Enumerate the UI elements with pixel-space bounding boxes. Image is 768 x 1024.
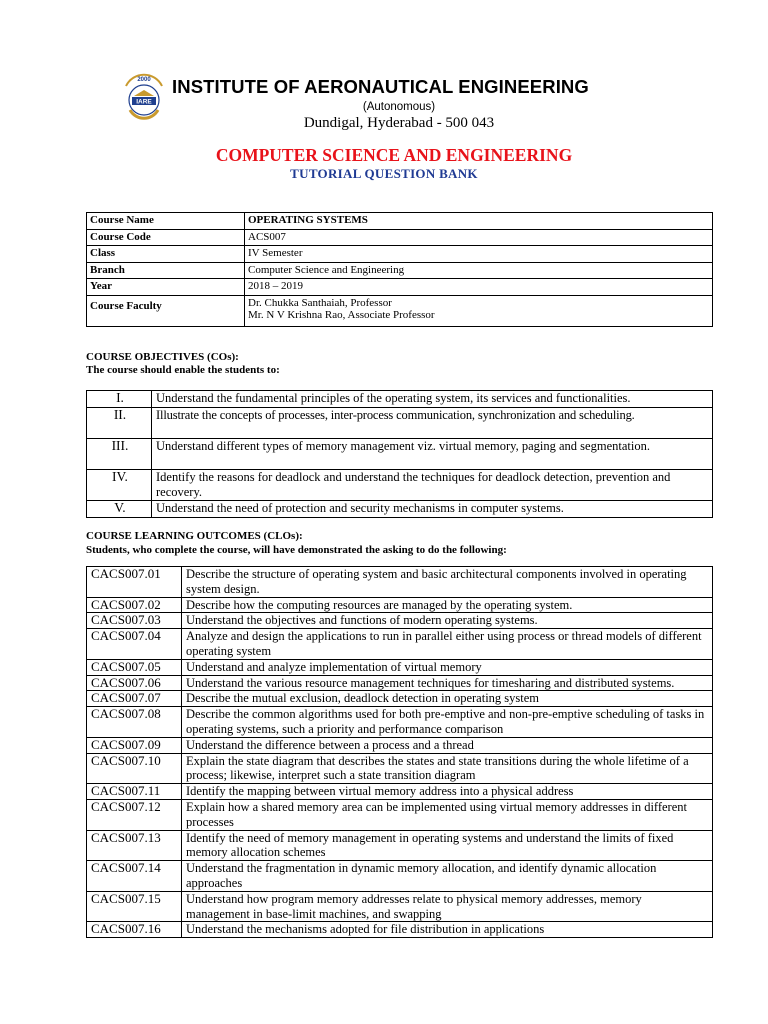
outcome-code: CACS007.16 [87, 922, 182, 938]
branch-label: Branch [87, 262, 245, 279]
outcome-text: Understand the objectives and functions of modern operating systems. [182, 613, 713, 629]
outcome-row [87, 659, 713, 675]
objective-text: Understand the need of protection and security mechanisms in computer systems. [152, 501, 713, 518]
course-name-label: Course Name [87, 213, 245, 230]
outcome-row [87, 753, 713, 784]
outcome-row [87, 707, 713, 738]
outcome-code: CACS007.15 [87, 891, 182, 922]
objective-number: I. [87, 391, 152, 408]
course-info-table [86, 212, 713, 327]
outcomes-subheading: Students, who complete the course, will have demonstrated the asking to do the following: [86, 544, 507, 556]
outcome-text: Describe the mutual exclusion, deadlock detection in operating system [182, 691, 713, 707]
branch-value: Computer Science and Engineering [245, 262, 713, 279]
outcome-row [87, 891, 713, 922]
faculty-2: Mr. N V Krishna Rao, Associate Professor [248, 309, 435, 321]
outcome-text: Analyze and design the applications to run in parallel either using process or thread models of different operating system [182, 629, 713, 660]
outcome-text: Describe the structure of operating system and basic architectural components involved in operating system design. [182, 567, 713, 598]
outcome-row [87, 830, 713, 861]
objective-number: IV. [87, 470, 152, 501]
outcome-code: CACS007.05 [87, 659, 182, 675]
outcome-code: CACS007.09 [87, 737, 182, 753]
outcome-text: Identify the mapping between virtual memory address into a physical address [182, 784, 713, 800]
course-faculty-value [245, 295, 713, 326]
outcome-row [87, 861, 713, 892]
outcomes-heading: COURSE LEARNING OUTCOMES (CLOs): [86, 530, 303, 542]
outcome-text: Explain the state diagram that describes the states and state transitions during the whole lifetime of a process; likewise, interpret such a state transition diagram [182, 753, 713, 784]
outcome-row [87, 737, 713, 753]
outcome-code: CACS007.01 [87, 567, 182, 598]
outcome-text: Understand the various resource management techniques for timesharing and distributed systems. [182, 675, 713, 691]
objective-row [87, 470, 713, 501]
objective-number: V. [87, 501, 152, 518]
outcome-text: Describe how the computing resources are managed by the operating system. [182, 597, 713, 613]
svg-text:2000: 2000 [137, 77, 151, 83]
objective-text: Understand different types of memory management viz. virtual memory, paging and segmentation. [152, 439, 713, 470]
course-name-value: OPERATING SYSTEMS [245, 213, 713, 230]
svg-text:IARE: IARE [136, 98, 152, 106]
outcome-row [87, 691, 713, 707]
year-label: Year [87, 279, 245, 296]
objective-row [87, 391, 713, 408]
outcome-row [87, 784, 713, 800]
institute-address: Dundigal, Hyderabad - 500 043 [303, 115, 495, 131]
class-value: IV Semester [245, 246, 713, 263]
objective-text: Identify the reasons for deadlock and understand the techniques for deadlock detection, prevention and recovery. [152, 470, 713, 501]
objective-number: III. [87, 439, 152, 470]
class-row [87, 246, 713, 263]
outcome-row [87, 597, 713, 613]
outcome-text: Understand the fragmentation in dynamic memory allocation, and identify dynamic allocation approaches [182, 861, 713, 892]
outcome-code: CACS007.06 [87, 675, 182, 691]
outcome-code: CACS007.07 [87, 691, 182, 707]
outcome-code: CACS007.04 [87, 629, 182, 660]
course-faculty-label: Course Faculty [87, 295, 245, 326]
course-faculty-row [87, 295, 713, 326]
outcome-code: CACS007.13 [87, 830, 182, 861]
outcome-row [87, 675, 713, 691]
objective-text: Illustrate the concepts of processes, inter-process communication, synchronization and scheduling. [152, 408, 713, 439]
course-name-row [87, 213, 713, 230]
course-code-row [87, 229, 713, 246]
outcome-row [87, 629, 713, 660]
outcome-row [87, 799, 713, 830]
department-title: COMPUTER SCIENCE AND ENGINEERING [215, 145, 573, 165]
outcome-code: CACS007.12 [87, 799, 182, 830]
outcomes-table [86, 566, 713, 938]
institute-name: INSTITUTE OF AERONAUTICAL ENGINEERING [172, 76, 589, 97]
outcome-text: Describe the common algorithms used for both pre-emptive and non-pre-emptive scheduling of tasks in operating systems, such a priority and performance comparison [182, 707, 713, 738]
faculty-1: Dr. Chukka Santhaiah, Professor [248, 296, 392, 309]
objective-row [87, 408, 713, 439]
outcome-row [87, 922, 713, 938]
outcome-code: CACS007.11 [87, 784, 182, 800]
outcome-code: CACS007.03 [87, 613, 182, 629]
outcome-text: Explain how a shared memory area can be implemented using virtual memory addresses in different processes [182, 799, 713, 830]
objective-row [87, 439, 713, 470]
objectives-table [86, 390, 713, 518]
course-code-value: ACS007 [245, 229, 713, 246]
objectives-heading: COURSE OBJECTIVES (COs): [86, 351, 239, 363]
course-code-label: Course Code [87, 229, 245, 246]
outcome-text: Understand how program memory addresses relate to physical memory addresses, memory management in base-limit machines, and swapping [182, 891, 713, 922]
autonomous-label: (Autonomous) [362, 101, 436, 113]
outcome-code: CACS007.02 [87, 597, 182, 613]
outcome-row [87, 567, 713, 598]
objective-text: Understand the fundamental principles of the operating system, its services and functionalities. [152, 391, 713, 408]
outcome-text: Identify the need of memory management in operating systems and understand the limits of fixed memory allocation schemes [182, 830, 713, 861]
year-value: 2018 – 2019 [245, 279, 713, 296]
outcome-code: CACS007.14 [87, 861, 182, 892]
year-row [87, 279, 713, 296]
outcome-row [87, 613, 713, 629]
outcome-text: Understand and analyze implementation of virtual memory [182, 659, 713, 675]
objectives-subheading: The course should enable the students to: [86, 364, 280, 376]
outcome-code: CACS007.10 [87, 753, 182, 784]
class-label: Class [87, 246, 245, 263]
outcome-code: CACS007.08 [87, 707, 182, 738]
outcome-text: Understand the difference between a process and a thread [182, 737, 713, 753]
document-title: TUTORIAL QUESTION BANK [290, 166, 478, 181]
branch-row [87, 262, 713, 279]
objective-row [87, 501, 713, 518]
objective-number: II. [87, 408, 152, 439]
outcome-text: Understand the mechanisms adopted for file distribution in applications [182, 922, 713, 938]
